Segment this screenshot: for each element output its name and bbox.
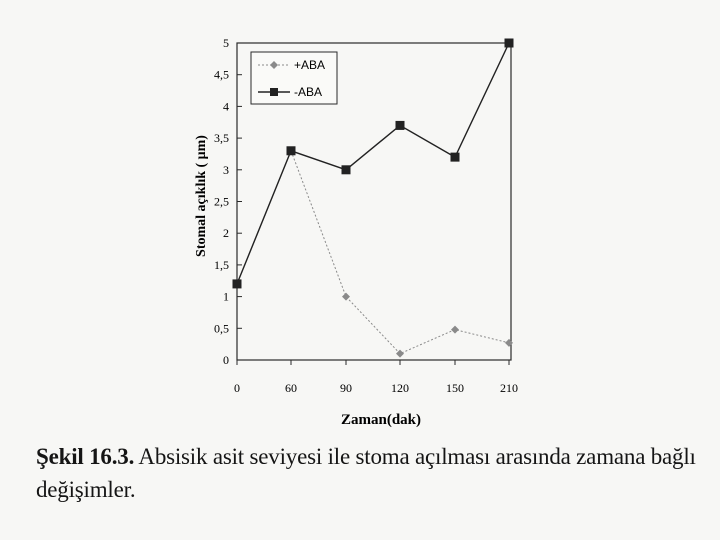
x-axis-label: Zaman(dak) xyxy=(340,412,422,428)
data-point xyxy=(287,146,296,155)
y-axis-label: Stomal açıklık ( μm) xyxy=(194,135,209,257)
y-tick-label: 2,5 xyxy=(214,194,229,209)
legend-label: -ABA xyxy=(294,85,323,99)
y-tick-label: 4 xyxy=(223,99,229,114)
y-tick-label: 2 xyxy=(223,226,229,241)
data-point xyxy=(505,339,513,347)
y-tick-label: 1 xyxy=(223,289,229,304)
legend-label: +ABA xyxy=(294,58,326,72)
data-point xyxy=(396,350,404,358)
series-line-0 xyxy=(237,151,509,354)
data-point xyxy=(505,39,514,48)
y-tick-label: 0 xyxy=(223,353,229,367)
data-point xyxy=(396,121,405,130)
y-tick-label: 0,5 xyxy=(214,321,229,336)
y-tick-label: 5 xyxy=(223,36,229,50)
x-tick-label: 210 xyxy=(500,381,518,395)
y-tick-label: 3 xyxy=(223,162,229,177)
y-tick-label: 3,5 xyxy=(214,131,229,146)
y-tick-label: 1,5 xyxy=(214,257,229,272)
caption-label: Şekil 16.3. xyxy=(36,444,135,469)
x-tick-label: 90 xyxy=(340,381,352,395)
x-tick-label: 150 xyxy=(446,381,464,395)
legend xyxy=(251,52,337,104)
data-point xyxy=(342,165,351,174)
legend-marker xyxy=(270,88,278,96)
data-point xyxy=(451,326,459,334)
x-tick-label: 0 xyxy=(234,381,240,395)
x-tick-label: 60 xyxy=(285,381,297,395)
x-tick-label: 120 xyxy=(391,381,409,395)
figure-caption xyxy=(36,440,706,506)
data-point xyxy=(233,279,242,288)
y-axis xyxy=(214,36,242,367)
x-axis xyxy=(234,360,518,395)
caption-text: Absisik asit seviyesi ile stoma açılması arasında zamana bağlı değişimler. xyxy=(36,444,696,502)
data-point xyxy=(342,293,350,301)
data-point xyxy=(451,153,460,162)
y-tick-label: 4,5 xyxy=(214,67,229,82)
